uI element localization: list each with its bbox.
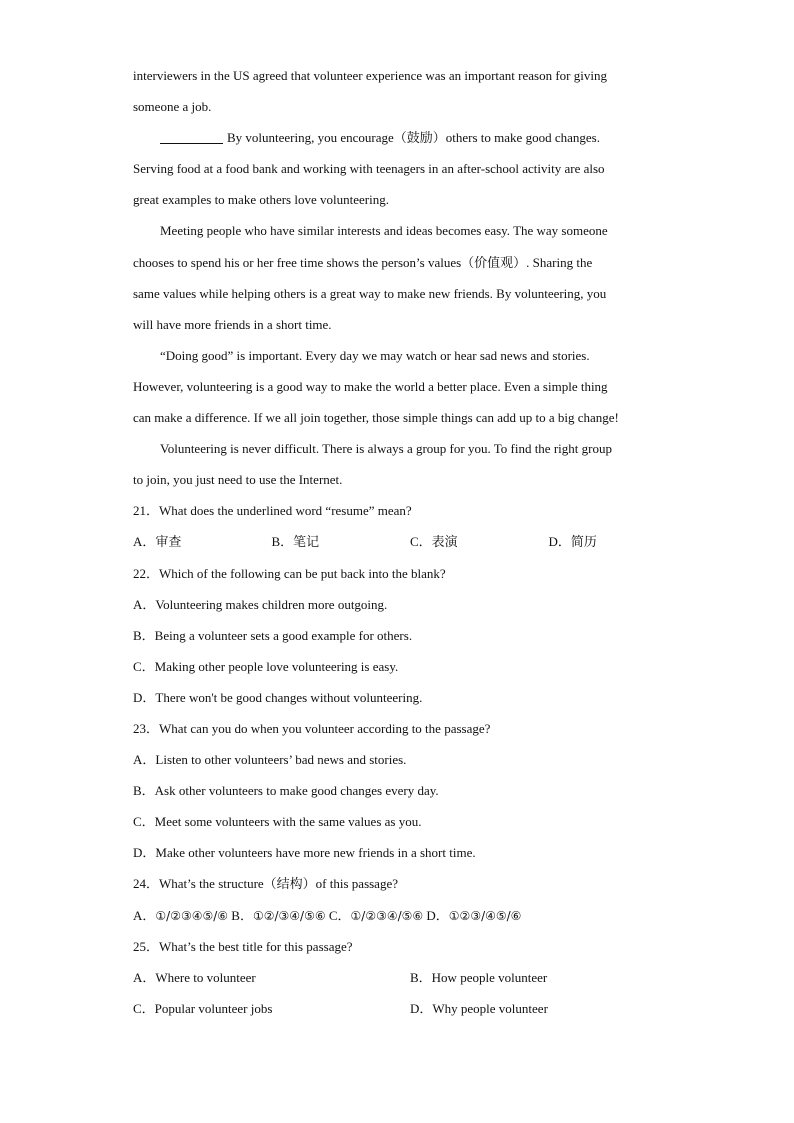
passage-line: Volunteering is never difficult. There is always a group for you. To find the right group [160,441,612,457]
options-row [133,526,668,557]
answer-blank [160,130,223,144]
passage-line: chooses to spend his or her free time shows the person’s values（价值观）. Sharing the [133,254,593,270]
passage-line: great examples to make others love volunteering. [133,192,389,208]
passage-line: to join, you just need to use the Internet. [133,472,343,488]
option-b: ①②/③④/⑤⑥ [252,908,326,923]
passage-line: someone a job. [133,99,212,115]
option-d-label: D． [426,907,449,923]
question-stem: 22．Which of the following can be put back into the blank? [133,565,446,581]
options-row [133,962,668,993]
passage-line: can make a difference. If we all join together, those simple things can add up to a big change! [133,410,619,426]
question-stem: 23．What can you do when you volunteer according to the passage? [133,720,491,736]
passage-line: will have more friends in a short time. [133,316,332,332]
option-c-label: C． [328,907,351,923]
passage-line: Meeting people who have similar interests and ideas becomes easy. The way someone [160,223,608,239]
passage-line-with-blank: By volunteering, you encourage（鼓励）others to make good changes. [133,122,668,153]
option-b: B．Ask other volunteers to make good changes every day. [133,783,439,799]
options-row [133,993,668,1024]
passage-line: “Doing good” is important. Every day we may watch or hear sad news and stories. [160,347,590,363]
question-stem: 21．What does the underlined word “resume” mean? [133,503,412,519]
passage-line: same values while helping others is a great way to make new friends. By volunteering, you [133,285,607,301]
option-c: ①/②③④/⑤⑥ [350,908,424,923]
option-d: D．Make other volunteers have more new friends in a short time. [133,845,476,861]
options-row [133,900,668,931]
option-d: D．简历 [548,534,597,550]
option-a: A．Volunteering makes children more outgoing. [133,596,388,612]
option-b: B．笔记 [271,534,320,550]
option-b: B．How people volunteer [410,969,548,985]
option-c: C．表演 [410,534,458,550]
passage-line: interviewers in the US agreed that volunteer experience was an important reason for giving [133,68,607,83]
question-stem: 25．What’s the best title for this passage? [133,938,353,954]
option-d: D．Why people volunteer [410,1000,548,1016]
option-a: A．Listen to other volunteers’ bad news and stories. [133,752,407,768]
passage-line: However, volunteering is a good way to make the world a better place. Even a simple thing [133,378,608,394]
option-c: C．Meet some volunteers with the same values as you. [133,814,422,830]
option-a: A．Where to volunteer [133,969,256,985]
option-b: B．Being a volunteer sets a good example for others. [133,627,413,643]
question-stem: 24．What’s the structure（结构）of this passage? [133,876,398,892]
option-d: D．There won't be good changes without volunteering. [133,689,423,705]
option-c: C．Making other people love volunteering is easy. [133,658,399,674]
option-b-label: B． [231,907,253,923]
option-d: ①②③/④⑤/⑥ [448,908,522,923]
option-a: ①/②③④⑤/⑥ [155,908,229,923]
passage-and-questions [133,60,668,1024]
option-a-label: A． [133,907,156,923]
option-c: C．Popular volunteer jobs [133,1000,273,1016]
option-a: A．审查 [133,534,182,550]
passage-line: Serving food at a food bank and working with teenagers in an after-school activity are also [133,161,605,177]
